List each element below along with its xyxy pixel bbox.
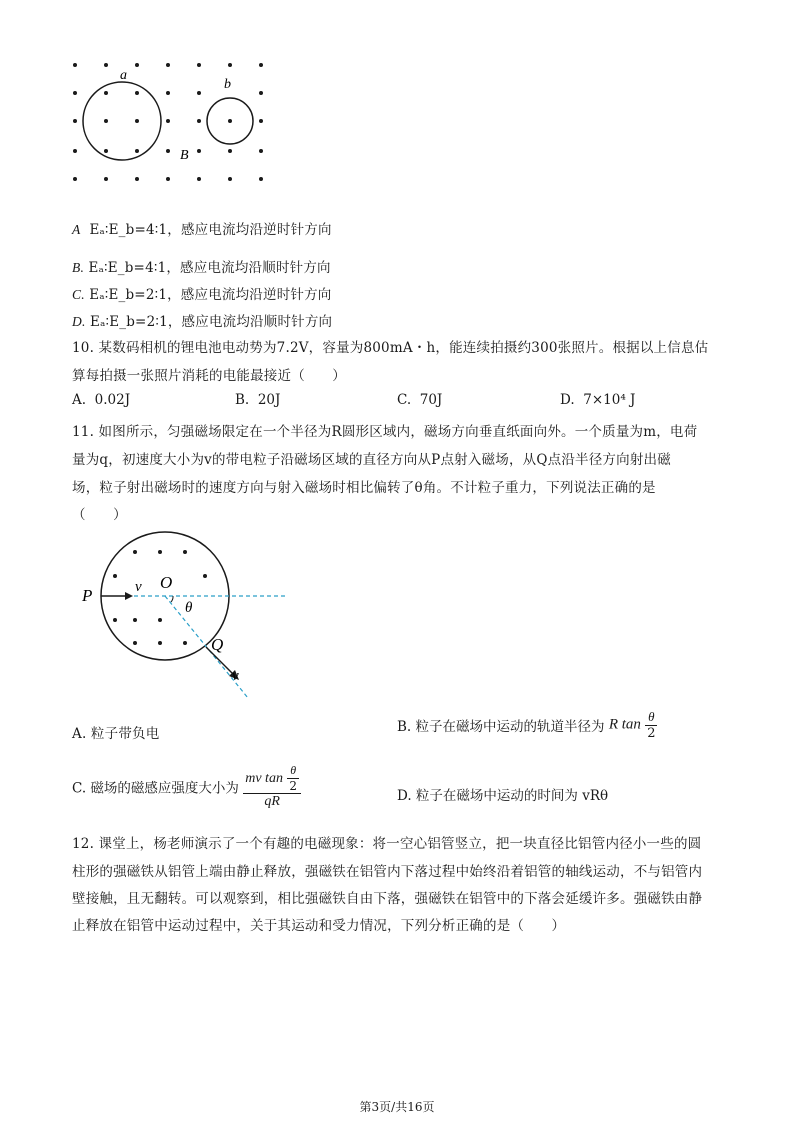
q9-option-d: D. Eₐ∶E_b=2∶1，感应电流均沿顺时针方向 [72, 314, 333, 330]
theta-arc [171, 596, 173, 602]
q12-stem-line2: 柱形的强磁铁从铝管上端由静止释放，强磁铁在铝管内下落过程中始终沿着铝管的轴线运动，不与铝管内 [72, 864, 703, 880]
q11-option-b-fraction: $\frac{\theta}{2}$ [647, 709, 656, 741]
q10-option-b: B. 20J [235, 392, 281, 408]
q10-stem-line2: 算每拍摄一张照片消耗的电能最接近（ ） [72, 368, 346, 384]
q11-option-b-expr: R tan [608, 716, 641, 733]
q11-option-c-fraction: mv tan $\frac{\theta}{2}$ qR [243, 763, 301, 810]
label-a: a [120, 68, 127, 83]
q9-option-a: A Eₐ∶E_b=4∶1，感应电流均沿逆时针方向 [72, 222, 332, 238]
figure-loops-in-field [60, 55, 280, 195]
q11-option-c [72, 763, 301, 810]
q12-stem-line1: 12. 课堂上，杨老师演示了一个有趣的电磁现象：将一空心铝管竖立，把一块直径比铝管内径小一些的圆 [72, 836, 702, 852]
q9-option-b: B. Eₐ∶E_b=4∶1，感应电流均沿顺时针方向 [72, 260, 331, 276]
label-b: b [224, 77, 231, 92]
field-dots [73, 63, 263, 181]
label-B: B [180, 148, 189, 163]
page-footer: 第3页/共16页 [359, 1100, 435, 1114]
loop-a [83, 82, 161, 160]
q10-option-a: A. 0.02J [72, 392, 131, 408]
q11-option-a: A. 粒子带负电 [72, 726, 160, 742]
q12-stem-line4: 止释放在铝管中运动过程中，关于其运动和受力情况，下列分析正确的是（ ） [72, 918, 566, 934]
q11-stem-line1: 11. 如图所示，匀强磁场限定在一个半径为R圆形区域内，磁场方向垂直纸面向外。一个质量为m，电荷 [72, 424, 698, 440]
q12-stem-line3: 壁接触，且无翻转。可以观察到，相比强磁铁自由下落，强磁铁在铝管中的下落会延缓许多。强磁铁由静 [72, 891, 703, 907]
q11-option-b [397, 709, 657, 741]
label-O: O [160, 573, 173, 592]
q11-stem-line2: 量为q，初速度大小为v的带电粒子沿磁场区域的直径方向从P点射入磁场，从Q点沿半径方向射出磁 [72, 452, 671, 468]
label-P: P [82, 586, 93, 605]
q11-option-c-text: C. 磁场的磁感应强度大小为 [72, 780, 239, 797]
q11-option-d: D. 粒子在磁场中运动的时间为 vRθ [397, 788, 609, 804]
label-v-in: v [135, 579, 142, 595]
label-theta: θ [185, 600, 193, 616]
label-v-out: v [232, 668, 239, 684]
q11-option-b-text: B. 粒子在磁场中运动的轨道半径为 [397, 719, 605, 735]
q10-stem-line1: 10. 某数码相机的锂电池电动势为7.2V，容量为800mA・h，能连续拍摄约300张照片。根据以上信息估 [72, 340, 709, 356]
q11-stem-line3: 场，粒子射出磁场时的速度方向与射入磁场时相比偏转了θ角。不计粒子重力，下列说法正确的是 [72, 480, 656, 496]
q9-option-c: C. Eₐ∶E_b=2∶1，感应电流均沿逆时针方向 [72, 287, 332, 303]
q11-stem-line4: （ ） [72, 507, 127, 523]
q10-option-c: C. 70J [397, 392, 443, 408]
label-Q: Q [211, 635, 224, 654]
figure-circular-field [75, 530, 305, 705]
q10-option-d: D. 7×10⁴ J [560, 392, 636, 408]
